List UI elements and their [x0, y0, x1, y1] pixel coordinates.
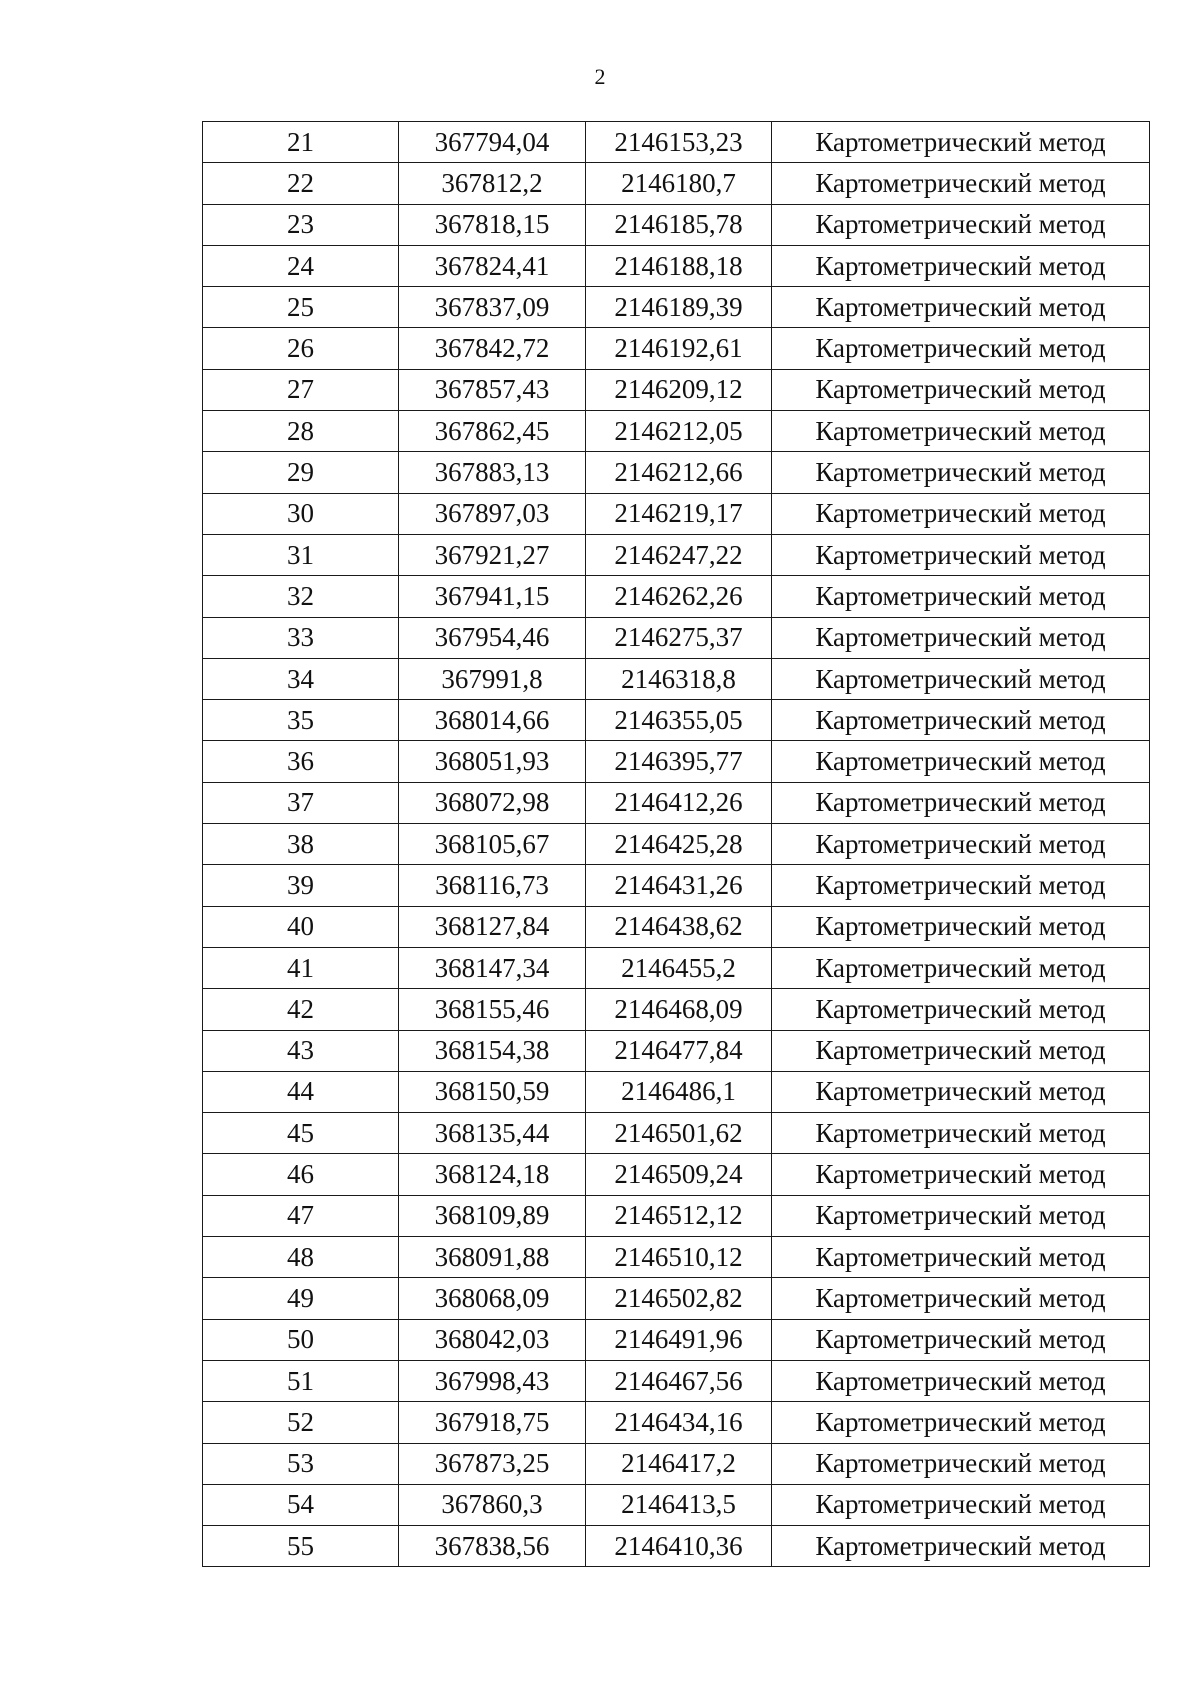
y-coordinate-cell: 2146434,16: [586, 1402, 772, 1443]
table-row: [203, 534, 1150, 575]
point-number-cell: 49: [203, 1278, 399, 1319]
x-coordinate-cell: 367824,41: [399, 245, 586, 286]
x-coordinate-cell: 368127,84: [399, 906, 586, 947]
table-row: [203, 411, 1150, 452]
y-coordinate-cell: 2146395,77: [586, 741, 772, 782]
table-row: [203, 741, 1150, 782]
x-coordinate-cell: 367812,2: [399, 163, 586, 204]
x-coordinate-cell: 368072,98: [399, 782, 586, 823]
x-coordinate-cell: 367998,43: [399, 1360, 586, 1401]
x-coordinate-cell: 367897,03: [399, 493, 586, 534]
table-row: [203, 328, 1150, 369]
x-coordinate-cell: 367818,15: [399, 204, 586, 245]
method-cell: Картометрический метод: [772, 1360, 1150, 1401]
y-coordinate-cell: 2146153,23: [586, 122, 772, 163]
point-number-cell: 36: [203, 741, 399, 782]
method-cell: Картометрический метод: [772, 906, 1150, 947]
point-number-cell: 24: [203, 245, 399, 286]
point-number-cell: 44: [203, 1071, 399, 1112]
y-coordinate-cell: 2146477,84: [586, 1030, 772, 1071]
table-row: [203, 824, 1150, 865]
method-cell: Картометрический метод: [772, 824, 1150, 865]
point-number-cell: 53: [203, 1443, 399, 1484]
y-coordinate-cell: 2146219,17: [586, 493, 772, 534]
method-cell: Картометрический метод: [772, 1443, 1150, 1484]
method-cell: Картометрический метод: [772, 1154, 1150, 1195]
table-row: [203, 287, 1150, 328]
method-cell: Картометрический метод: [772, 411, 1150, 452]
y-coordinate-cell: 2146192,61: [586, 328, 772, 369]
table-row: [203, 782, 1150, 823]
x-coordinate-cell: 368150,59: [399, 1071, 586, 1112]
x-coordinate-cell: 367794,04: [399, 122, 586, 163]
x-coordinate-cell: 368091,88: [399, 1237, 586, 1278]
table-row: [203, 1195, 1150, 1236]
point-number-cell: 37: [203, 782, 399, 823]
method-cell: Картометрический метод: [772, 204, 1150, 245]
method-cell: Картометрический метод: [772, 163, 1150, 204]
y-coordinate-cell: 2146491,96: [586, 1319, 772, 1360]
y-coordinate-cell: 2146185,78: [586, 204, 772, 245]
point-number-cell: 23: [203, 204, 399, 245]
x-coordinate-cell: 368124,18: [399, 1154, 586, 1195]
table-row: [203, 1154, 1150, 1195]
method-cell: Картометрический метод: [772, 1526, 1150, 1567]
x-coordinate-cell: 367860,3: [399, 1484, 586, 1525]
coordinates-table: [202, 121, 1150, 1567]
method-cell: Картометрический метод: [772, 328, 1150, 369]
y-coordinate-cell: 2146413,5: [586, 1484, 772, 1525]
x-coordinate-cell: 368109,89: [399, 1195, 586, 1236]
method-cell: Картометрический метод: [772, 452, 1150, 493]
point-number-cell: 40: [203, 906, 399, 947]
method-cell: Картометрический метод: [772, 1030, 1150, 1071]
point-number-cell: 21: [203, 122, 399, 163]
y-coordinate-cell: 2146189,39: [586, 287, 772, 328]
method-cell: Картометрический метод: [772, 865, 1150, 906]
y-coordinate-cell: 2146410,36: [586, 1526, 772, 1567]
method-cell: Картометрический метод: [772, 1484, 1150, 1525]
table-row: [203, 245, 1150, 286]
point-number-cell: 34: [203, 658, 399, 699]
x-coordinate-cell: 368014,66: [399, 700, 586, 741]
x-coordinate-cell: 367857,43: [399, 369, 586, 410]
x-coordinate-cell: 368147,34: [399, 947, 586, 988]
y-coordinate-cell: 2146467,56: [586, 1360, 772, 1401]
table-row: [203, 122, 1150, 163]
x-coordinate-cell: 367862,45: [399, 411, 586, 452]
point-number-cell: 26: [203, 328, 399, 369]
y-coordinate-cell: 2146510,12: [586, 1237, 772, 1278]
x-coordinate-cell: 368116,73: [399, 865, 586, 906]
point-number-cell: 38: [203, 824, 399, 865]
y-coordinate-cell: 2146212,66: [586, 452, 772, 493]
point-number-cell: 46: [203, 1154, 399, 1195]
table-row: [203, 493, 1150, 534]
table-row: [203, 989, 1150, 1030]
method-cell: Картометрический метод: [772, 1402, 1150, 1443]
point-number-cell: 39: [203, 865, 399, 906]
point-number-cell: 50: [203, 1319, 399, 1360]
point-number-cell: 47: [203, 1195, 399, 1236]
table-row: [203, 1319, 1150, 1360]
table-row: [203, 1278, 1150, 1319]
y-coordinate-cell: 2146512,12: [586, 1195, 772, 1236]
method-cell: Картометрический метод: [772, 1319, 1150, 1360]
x-coordinate-cell: 367921,27: [399, 534, 586, 575]
point-number-cell: 48: [203, 1237, 399, 1278]
point-number-cell: 41: [203, 947, 399, 988]
point-number-cell: 28: [203, 411, 399, 452]
point-number-cell: 54: [203, 1484, 399, 1525]
table-row: [203, 163, 1150, 204]
y-coordinate-cell: 2146188,18: [586, 245, 772, 286]
y-coordinate-cell: 2146412,26: [586, 782, 772, 823]
table-row: [203, 617, 1150, 658]
point-number-cell: 35: [203, 700, 399, 741]
table-row: [203, 1526, 1150, 1567]
point-number-cell: 27: [203, 369, 399, 410]
method-cell: Картометрический метод: [772, 1113, 1150, 1154]
method-cell: Картометрический метод: [772, 782, 1150, 823]
x-coordinate-cell: 367941,15: [399, 576, 586, 617]
x-coordinate-cell: 367873,25: [399, 1443, 586, 1484]
table-row: [203, 1484, 1150, 1525]
table-row: [203, 204, 1150, 245]
method-cell: Картометрический метод: [772, 287, 1150, 328]
x-coordinate-cell: 367842,72: [399, 328, 586, 369]
method-cell: Картометрический метод: [772, 245, 1150, 286]
table-row: [203, 865, 1150, 906]
x-coordinate-cell: 367954,46: [399, 617, 586, 658]
point-number-cell: 30: [203, 493, 399, 534]
y-coordinate-cell: 2146438,62: [586, 906, 772, 947]
x-coordinate-cell: 368154,38: [399, 1030, 586, 1071]
x-coordinate-cell: 368051,93: [399, 741, 586, 782]
y-coordinate-cell: 2146417,2: [586, 1443, 772, 1484]
y-coordinate-cell: 2146501,62: [586, 1113, 772, 1154]
x-coordinate-cell: 367918,75: [399, 1402, 586, 1443]
y-coordinate-cell: 2146247,22: [586, 534, 772, 575]
point-number-cell: 43: [203, 1030, 399, 1071]
table-row: [203, 452, 1150, 493]
point-number-cell: 52: [203, 1402, 399, 1443]
x-coordinate-cell: 367837,09: [399, 287, 586, 328]
method-cell: Картометрический метод: [772, 741, 1150, 782]
point-number-cell: 42: [203, 989, 399, 1030]
x-coordinate-cell: 368042,03: [399, 1319, 586, 1360]
table-row: [203, 947, 1150, 988]
x-coordinate-cell: 368105,67: [399, 824, 586, 865]
method-cell: Картометрический метод: [772, 534, 1150, 575]
table-row: [203, 576, 1150, 617]
point-number-cell: 22: [203, 163, 399, 204]
y-coordinate-cell: 2146425,28: [586, 824, 772, 865]
y-coordinate-cell: 2146212,05: [586, 411, 772, 452]
table-row: [203, 700, 1150, 741]
y-coordinate-cell: 2146275,37: [586, 617, 772, 658]
method-cell: Картометрический метод: [772, 617, 1150, 658]
table-row: [203, 1360, 1150, 1401]
method-cell: Картометрический метод: [772, 658, 1150, 699]
y-coordinate-cell: 2146502,82: [586, 1278, 772, 1319]
table-row: [203, 1443, 1150, 1484]
y-coordinate-cell: 2146262,26: [586, 576, 772, 617]
table-row: [203, 1113, 1150, 1154]
table-row: [203, 369, 1150, 410]
y-coordinate-cell: 2146468,09: [586, 989, 772, 1030]
y-coordinate-cell: 2146455,2: [586, 947, 772, 988]
table-row: [203, 1030, 1150, 1071]
x-coordinate-cell: 368068,09: [399, 1278, 586, 1319]
x-coordinate-cell: 367838,56: [399, 1526, 586, 1567]
y-coordinate-cell: 2146318,8: [586, 658, 772, 699]
table-body: [203, 122, 1150, 1567]
point-number-cell: 45: [203, 1113, 399, 1154]
method-cell: Картометрический метод: [772, 947, 1150, 988]
y-coordinate-cell: 2146355,05: [586, 700, 772, 741]
x-coordinate-cell: 368155,46: [399, 989, 586, 1030]
x-coordinate-cell: 367991,8: [399, 658, 586, 699]
point-number-cell: 29: [203, 452, 399, 493]
table-row: [203, 1071, 1150, 1112]
y-coordinate-cell: 2146509,24: [586, 1154, 772, 1195]
method-cell: Картометрический метод: [772, 1195, 1150, 1236]
method-cell: Картометрический метод: [772, 700, 1150, 741]
x-coordinate-cell: 367883,13: [399, 452, 586, 493]
page-number: 2: [594, 64, 606, 89]
point-number-cell: 31: [203, 534, 399, 575]
table-row: [203, 658, 1150, 699]
method-cell: Картометрический метод: [772, 122, 1150, 163]
table-row: [203, 1402, 1150, 1443]
method-cell: Картометрический метод: [772, 1278, 1150, 1319]
point-number-cell: 25: [203, 287, 399, 328]
table-row: [203, 1237, 1150, 1278]
point-number-cell: 33: [203, 617, 399, 658]
point-number-cell: 51: [203, 1360, 399, 1401]
table-row: [203, 906, 1150, 947]
method-cell: Картометрический метод: [772, 1071, 1150, 1112]
method-cell: Картометрический метод: [772, 576, 1150, 617]
method-cell: Картометрический метод: [772, 493, 1150, 534]
method-cell: Картометрический метод: [772, 1237, 1150, 1278]
y-coordinate-cell: 2146431,26: [586, 865, 772, 906]
point-number-cell: 55: [203, 1526, 399, 1567]
y-coordinate-cell: 2146180,7: [586, 163, 772, 204]
y-coordinate-cell: 2146209,12: [586, 369, 772, 410]
x-coordinate-cell: 368135,44: [399, 1113, 586, 1154]
point-number-cell: 32: [203, 576, 399, 617]
y-coordinate-cell: 2146486,1: [586, 1071, 772, 1112]
method-cell: Картометрический метод: [772, 989, 1150, 1030]
method-cell: Картометрический метод: [772, 369, 1150, 410]
